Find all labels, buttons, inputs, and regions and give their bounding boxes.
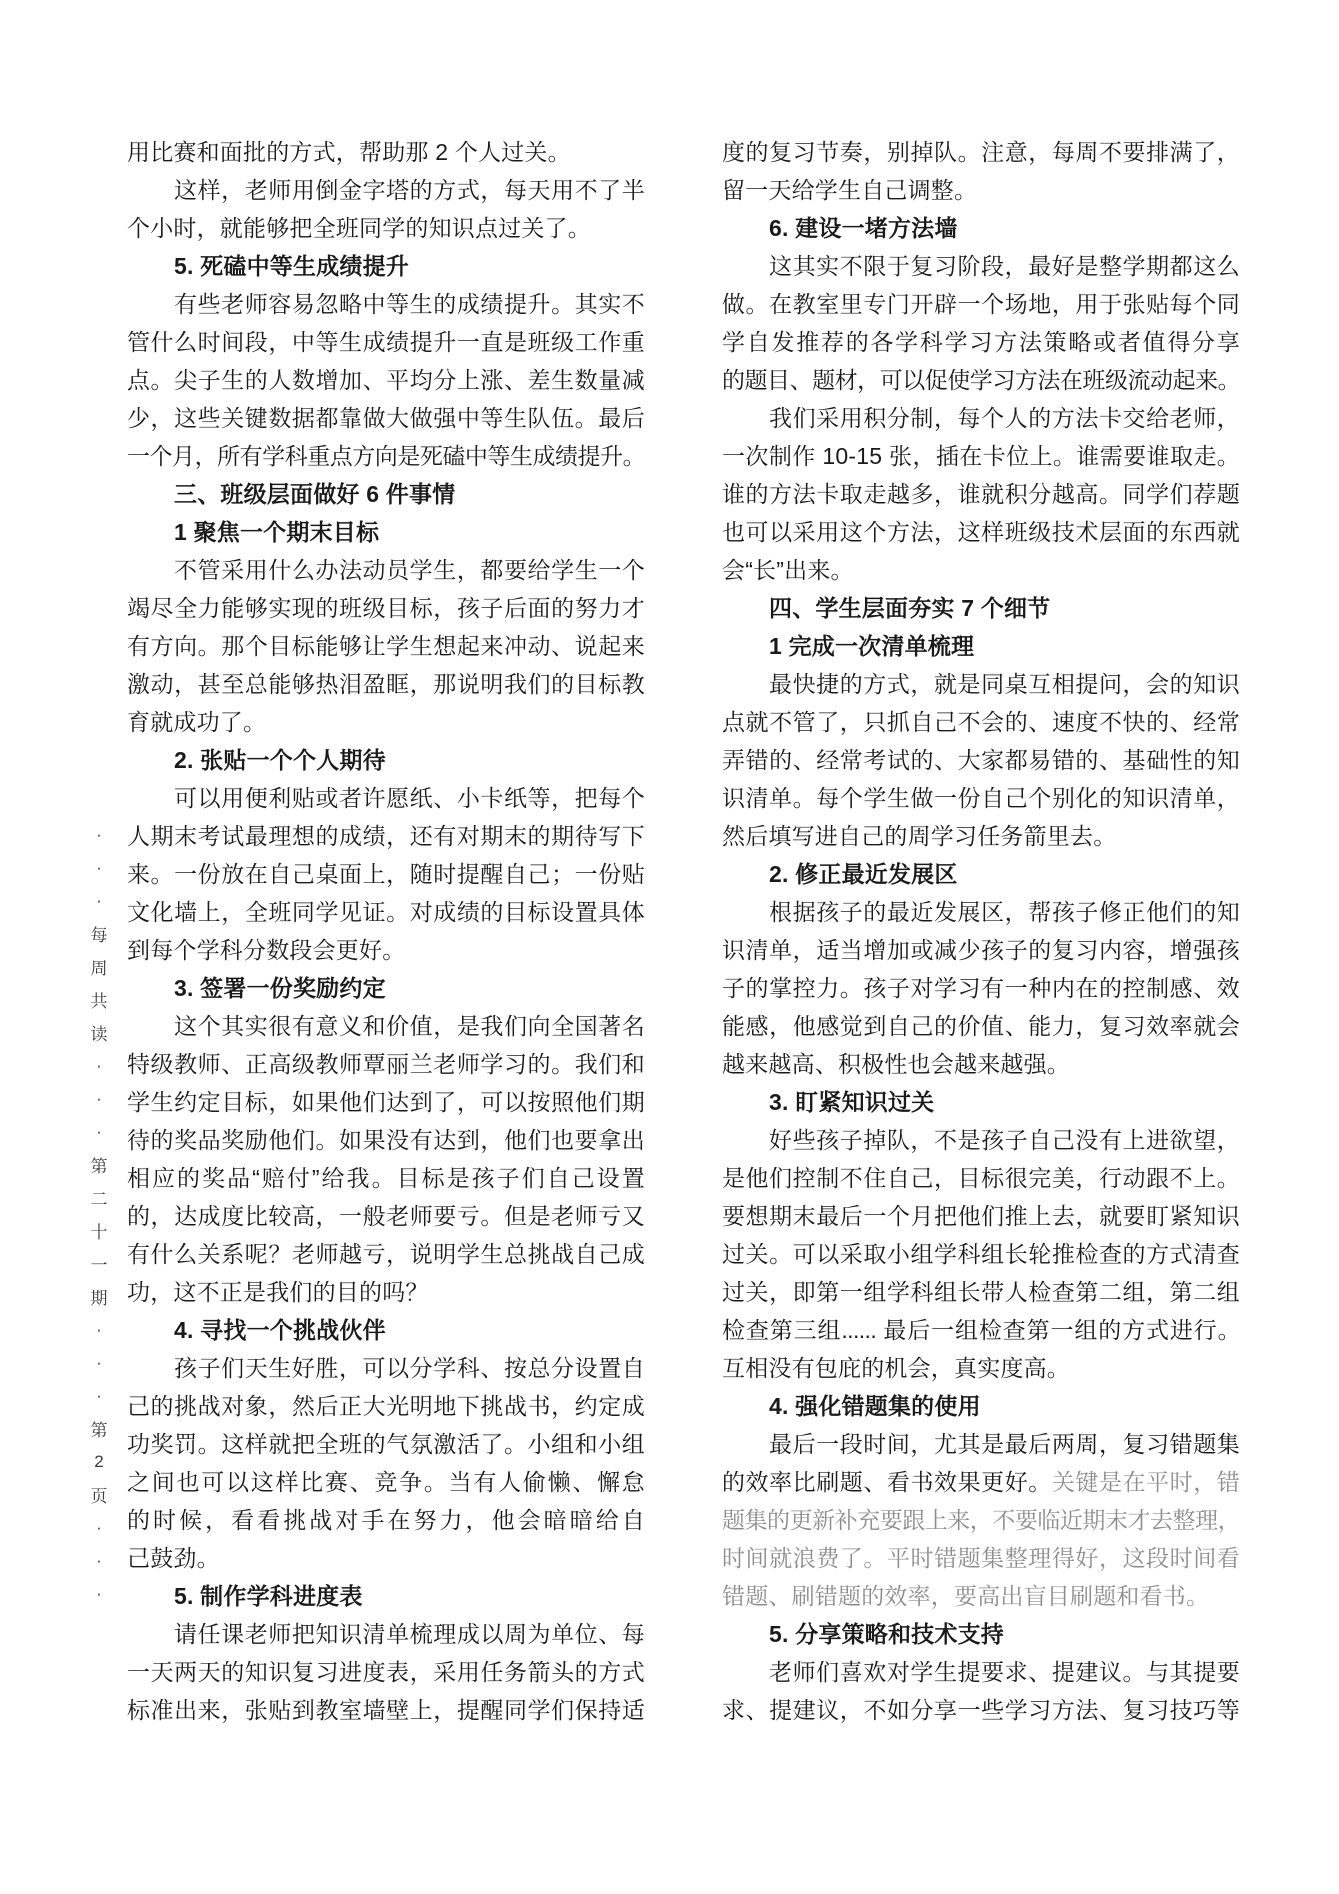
heading-line: 四、学生层面夯实 7 个细节 bbox=[769, 595, 1051, 621]
sidebar-dot: · bbox=[96, 1550, 102, 1570]
sidebar-dot: · bbox=[96, 1055, 102, 1075]
sidebar-dot: · bbox=[96, 1088, 102, 1108]
heading-line: 2. 张贴一个个人期待 bbox=[174, 747, 386, 773]
text-line: 老师们喜欢对学生提要求、提建议。与其提要 bbox=[769, 1659, 1240, 1685]
text-line: 竭尽全力能够实现的班级目标，孩子后面的努力才 bbox=[127, 595, 645, 621]
text-line: 孩子们天生好胜，可以分学科、按总分设置自 bbox=[174, 1355, 645, 1381]
sidebar-dot: · bbox=[96, 1319, 102, 1339]
sidebar-caption-char: 十 bbox=[90, 1223, 108, 1242]
text-line: 做。在教室里专门开辟一个场地，用于张贴每个同 bbox=[722, 291, 1240, 317]
heading-line: 4. 强化错题集的使用 bbox=[769, 1393, 981, 1419]
text-line: 相应的奖品“赔付”给我。目标是孩子们自己设置 bbox=[127, 1165, 645, 1191]
text-line: 人期末考试最理想的成绩，还有对期末的期待写下 bbox=[127, 823, 645, 849]
sidebar-dot: · bbox=[96, 857, 102, 877]
text-line: 识清单，适当增加或减少孩子的复习内容，增强孩 bbox=[722, 937, 1240, 963]
sidebar-caption-char: 页 bbox=[90, 1487, 108, 1506]
text-line: 然后填写进自己的周学习任务箭里去。 bbox=[722, 823, 1117, 849]
text-line: 过关。可以采取小组学科组长轮推检查的方式清查 bbox=[722, 1241, 1240, 1267]
text-line: 个小时，就能够把全班同学的知识点过关了。 bbox=[127, 215, 591, 241]
text-line: 是他们控制不住自己，目标很完美，行动跟不上。 bbox=[722, 1165, 1240, 1191]
text-line: 学自发推荐的各学科学习方法策略或者值得分享 bbox=[722, 329, 1240, 355]
text-line: 子的掌控力。孩子对学习有一种内在的控制感、效 bbox=[722, 975, 1240, 1001]
text-line: 求、提建议，不如分享一些学习方法、复习技巧等 bbox=[722, 1697, 1240, 1723]
text-line: 根据孩子的最近发展区，帮孩子修正他们的知 bbox=[769, 899, 1240, 925]
text-line: 用比赛和面批的方式，帮助那 2 个人过关。 bbox=[127, 139, 571, 165]
sidebar-caption-char: 读 bbox=[90, 1025, 108, 1044]
text-line: 点。尖子生的人数增加、平均分上涨、差生数量减 bbox=[127, 367, 645, 393]
text-line: 到每个学科分数段会更好。 bbox=[127, 937, 406, 963]
text-line: 激动，甚至总能够热泪盈眶，那说明我们的目标教 bbox=[127, 671, 645, 697]
text-line: 识清单。每个学生做一份自己个别化的知识清单， bbox=[722, 785, 1240, 811]
text-line: 最快捷的方式，就是同桌互相提问，会的知识 bbox=[769, 671, 1240, 697]
sidebar-caption-char: 每 bbox=[90, 926, 108, 945]
sidebar-caption-char: 第 bbox=[90, 1421, 108, 1440]
text-line: 文化墙上，全班同学见证。对成绩的目标设置具体 bbox=[127, 899, 645, 925]
text-line: 来。一份放在自己桌面上，随时提醒自己；一份贴 bbox=[127, 861, 645, 887]
heading-line: 4. 寻找一个挑战伙伴 bbox=[174, 1317, 386, 1343]
text-line: 标准出来，张贴到教室墙壁上，提醒同学们保持适 bbox=[127, 1697, 645, 1723]
text-line: 育就成功了。 bbox=[127, 709, 267, 735]
text-line: 能感，他感觉到自己的价值、能力，复习效率就会 bbox=[722, 1013, 1240, 1039]
text-line: 也可以采用这个方法，这样班级技术层面的东西就 bbox=[722, 519, 1240, 545]
text-line: 错题、刷错题的效率，要高出盲目刷题和看书。 bbox=[722, 1583, 1210, 1609]
text-segment: 的效率比刷题、看书效果更好。 bbox=[722, 1469, 1052, 1495]
text-line: 有方向。那个目标能够让学生想起来冲动、说起来 bbox=[127, 633, 645, 659]
gray-text-segment: 关键是在平时，错 bbox=[1051, 1469, 1240, 1495]
sidebar-dot: · bbox=[96, 1352, 102, 1372]
sidebar-dot: · bbox=[96, 1583, 102, 1603]
text-line: 己鼓劲。 bbox=[127, 1545, 220, 1571]
heading-line: 5. 死磕中等生成绩提升 bbox=[174, 253, 409, 279]
text-line: 不管采用什么办法动员学生，都要给学生一个 bbox=[174, 557, 645, 583]
text-line: 最后一段时间，尤其是最后两周，复习错题集 bbox=[769, 1431, 1240, 1457]
sidebar-dot: · bbox=[96, 824, 102, 844]
text-line: 的题目、题材，可以促使学习方法在班级流动起来。 bbox=[722, 367, 1240, 393]
sidebar-caption-char: 第 bbox=[90, 1157, 108, 1176]
text-line: 度的复习节奏，别掉队。注意，每周不要排满了， bbox=[722, 139, 1240, 165]
heading-line: 1 完成一次清单梳理 bbox=[769, 633, 975, 659]
sidebar-vertical-caption bbox=[86, 818, 112, 1610]
heading-line: 2. 修正最近发展区 bbox=[769, 861, 958, 887]
text-line: 过关，即第一组学科组长带人检查第二组，第二组 bbox=[722, 1279, 1240, 1305]
text-line: 检查第三组...... 最后一组检查第一组的方式进行。 bbox=[722, 1317, 1240, 1343]
heading-line: 1 聚焦一个期末目标 bbox=[174, 519, 380, 545]
text-line: 点就不管了，只抓自己不会的、速度不快的、经常 bbox=[722, 709, 1240, 735]
sidebar-dot: · bbox=[96, 1517, 102, 1537]
sidebar-caption-char: 二 bbox=[90, 1190, 108, 1209]
text-line: 学生约定目标，如果他们达到了，可以按照他们期 bbox=[127, 1089, 645, 1115]
text-line: 请任课老师把知识清单梳理成以周为单位、每 bbox=[174, 1621, 645, 1647]
text-line: 有什么关系呢？老师越亏，说明学生总挑战自己成 bbox=[127, 1241, 645, 1267]
text-line: 弄错的、经常考试的、大家都易错的、基础性的知 bbox=[722, 747, 1240, 773]
sidebar-caption-char: 一 bbox=[90, 1256, 108, 1275]
heading-line: 三、班级层面做好 6 件事情 bbox=[174, 481, 456, 507]
text-line: 的时候，看看挑战对手在努力，他会暗暗给自 bbox=[127, 1507, 645, 1533]
sidebar-dot: · bbox=[96, 1121, 102, 1141]
sidebar-dot: · bbox=[96, 890, 102, 910]
text-line: 可以用便利贴或者许愿纸、小卡纸等，把每个 bbox=[174, 785, 645, 811]
right-text-column bbox=[722, 133, 1240, 1729]
text-line: 己的挑战对象，然后正大光明地下挑战书，约定成 bbox=[127, 1393, 645, 1419]
text-line: 越来越高、积极性也会越来越强。 bbox=[722, 1051, 1070, 1077]
text-line: 一个月，所有学科重点方向是死磕中等生成绩提升。 bbox=[127, 443, 645, 469]
text-line: 留一天给学生自己调整。 bbox=[722, 177, 978, 203]
sidebar-caption-char: 周 bbox=[90, 959, 108, 978]
text-line: 这个其实很有意义和价值，是我们向全国著名 bbox=[174, 1013, 645, 1039]
text-line: 一天两天的知识复习进度表，采用任务箭头的方式 bbox=[127, 1659, 645, 1685]
text-line: 功，这不正是我们的目的吗？ bbox=[127, 1279, 429, 1305]
sidebar-caption-char: 共 bbox=[90, 992, 108, 1011]
text-line: 有些老师容易忽略中等生的成绩提升。其实不 bbox=[174, 291, 645, 317]
heading-line: 3. 盯紧知识过关 bbox=[769, 1089, 935, 1115]
text-line: 的，达成度比较高，一般老师要亏。但是老师亏又 bbox=[127, 1203, 645, 1229]
text-line: 会“长”出来。 bbox=[722, 557, 854, 583]
text-line: 要想期末最后一个月把他们推上去，就要盯紧知识 bbox=[722, 1203, 1240, 1229]
text-line: 这样，老师用倒金字塔的方式，每天用不了半 bbox=[174, 177, 645, 203]
sidebar-caption-char: 期 bbox=[90, 1289, 108, 1308]
text-line: 这其实不限于复习阶段，最好是整学期都这么 bbox=[769, 253, 1240, 279]
left-text-column bbox=[127, 133, 645, 1729]
text-line: 管什么时间段，中等生成绩提升一直是班级工作重 bbox=[127, 329, 645, 355]
text-line: 少，这些关键数据都靠做大做强中等生队伍。最后 bbox=[127, 405, 645, 431]
text-line: 谁的方法卡取走越多，谁就积分越高。同学们荐题 bbox=[722, 481, 1240, 507]
text-line bbox=[722, 1463, 1240, 1501]
text-line: 互相没有包庇的机会，真实度高。 bbox=[722, 1355, 1070, 1381]
text-line: 时间就浪费了。平时错题集整理得好，这段时间看 bbox=[722, 1545, 1240, 1571]
sidebar-caption-char: 2 bbox=[94, 1451, 104, 1471]
text-line: 功奖罚。这样就把全班的气氛激活了。小组和小组 bbox=[127, 1431, 645, 1457]
heading-line: 6. 建设一堵方法墙 bbox=[769, 215, 958, 241]
text-line: 好些孩子掉队，不是孩子自己没有上进欲望， bbox=[769, 1127, 1240, 1153]
text-line: 特级教师、正高级教师覃丽兰老师学习的。我们和 bbox=[127, 1051, 645, 1077]
text-line: 待的奖品奖励他们。如果没有达到，他们也要拿出 bbox=[127, 1127, 645, 1153]
text-line: 一次制作 10-15 张，插在卡位上。谁需要谁取走。 bbox=[722, 443, 1240, 469]
text-line: 我们采用积分制，每个人的方法卡交给老师， bbox=[769, 405, 1240, 431]
heading-line: 5. 分享策略和技术支持 bbox=[769, 1621, 1004, 1647]
text-line: 题集的更新补充要跟上来，不要临近期末才去整理， bbox=[722, 1507, 1240, 1533]
sidebar-dot: · bbox=[96, 1385, 102, 1405]
heading-line: 5. 制作学科进度表 bbox=[174, 1583, 363, 1609]
heading-line: 3. 签署一份奖励约定 bbox=[174, 975, 386, 1001]
text-line: 之间也可以这样比赛、竞争。当有人偷懒、懈怠 bbox=[127, 1469, 645, 1495]
